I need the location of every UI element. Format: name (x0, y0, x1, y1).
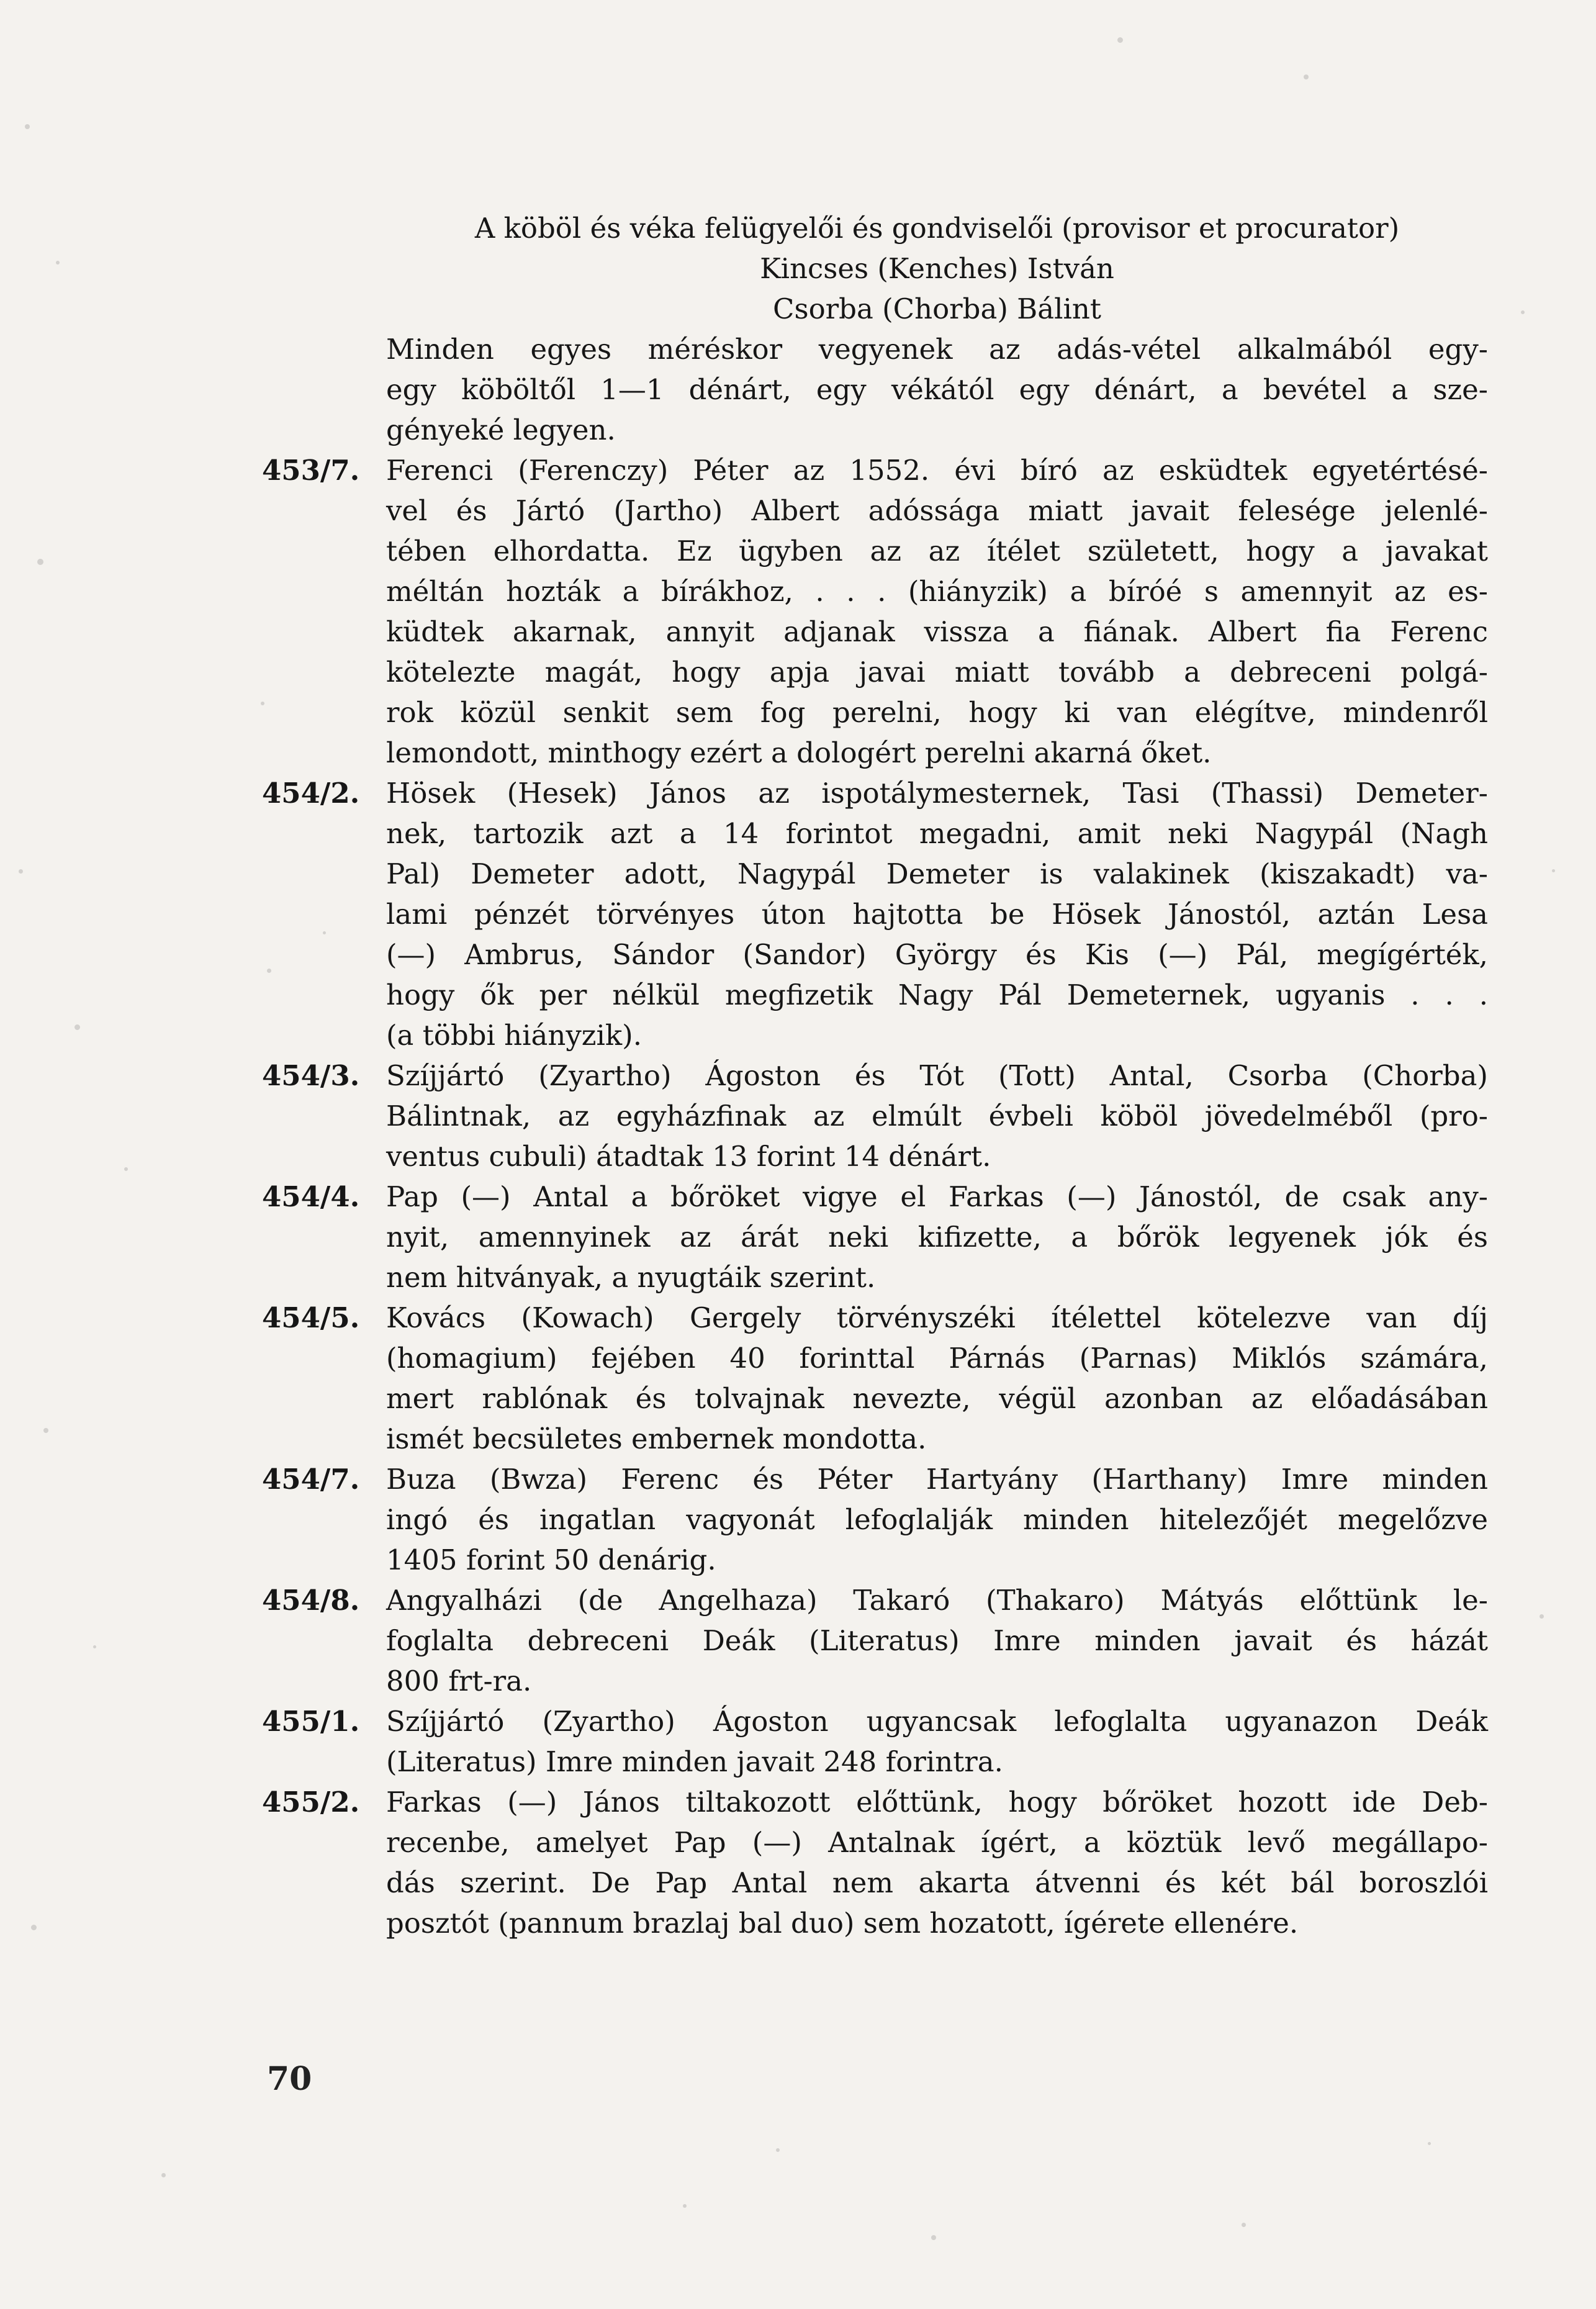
entry-line: (a többi hiányzik). (386, 1019, 642, 1052)
entry-line: tében elhordatta. Ez ügyben az az ítélet született, hogy a javakat (386, 535, 1488, 567)
entry-number: 454/3. (262, 1059, 360, 1092)
scan-speckle (25, 124, 30, 129)
scan-speckle (74, 1024, 80, 1030)
entry-number: 455/1. (262, 1705, 360, 1738)
entry-number: 454/2. (262, 777, 360, 810)
entry-line: Pap (—) Antal a bőröket vigye el Farkas (—) Jánostól, de csak any- (386, 1180, 1488, 1213)
entry-line: (—) Ambrus, Sándor (Sandor) György és Kis (—) Pál, megígérték, (386, 938, 1488, 971)
entry-line: Kovács (Kowach) Gergely törvényszéki ítélettel kötelezve van díj (386, 1301, 1488, 1334)
entry-line: Bálintnak, az egyházfinak az elmúlt évbeli köböl jövedelméből (pro- (386, 1100, 1488, 1132)
entry-line: recenbe, amelyet Pap (—) Antalnak ígért, a köztük levő megállapo- (386, 1826, 1488, 1859)
entry-number: 454/4. (262, 1180, 360, 1213)
intro-line: gényeké legyen. (386, 413, 616, 446)
scan-speckle (261, 702, 264, 705)
entry-line: dás szerint. De Pap Antal nem akarta átvenni és két bál boroszlói (386, 1866, 1488, 1899)
entry-line: vel és Jártó (Jartho) Albert adóssága miatt javait felesége jelenlé- (386, 494, 1488, 527)
entry-line: nem hitványak, a nyugtáik szerint. (386, 1261, 876, 1294)
section-title: A köböl és véka felügyelői és gondviselői (provisor et procurator) (474, 212, 1400, 245)
entry-line: Hösek (Hesek) János az ispotálymesternek, Tasi (Thassi) Demeter- (386, 777, 1488, 810)
scan-speckle (37, 559, 43, 565)
scan-speckle (19, 869, 23, 874)
scan-speckle (93, 1645, 96, 1648)
scan-speckle (1428, 2142, 1431, 2145)
scan-speckle (776, 2148, 780, 2152)
scan-speckle (267, 969, 271, 973)
entry-line: ventus cubuli) átadtak 13 forint 14 dénárt. (386, 1140, 991, 1173)
scan-speckle (124, 1167, 128, 1171)
scan-speckle (43, 1428, 48, 1433)
entry-line: Farkas (—) János tiltakozott előttünk, hogy bőröket hozott ide Deb- (386, 1786, 1488, 1819)
entry-line: lemondott, minthogy ezért a dologért perelni akarná őket. (386, 736, 1212, 769)
entry-line: posztót (pannum brazlaj bal duo) sem hozatott, ígérete ellenére. (386, 1907, 1299, 1940)
scan-speckle (161, 2173, 166, 2177)
intro-line: egy köböltől 1—1 dénárt, egy vékától egy dénárt, a bevétel a sze- (386, 373, 1488, 406)
entry-line: hogy ők per nélkül megfizetik Nagy Pál Demeternek, ugyanis . . . (386, 978, 1488, 1011)
overseer-name: Kincses (Kenches) István (760, 252, 1114, 285)
intro-line: Minden egyes méréskor vegyenek az adás-vétel alkalmából egy- (386, 333, 1488, 366)
entry-line: Angyalházi (de Angelhaza) Takaró (Thakaro) Mátyás előttünk le- (386, 1584, 1488, 1617)
entry-number: 454/5. (262, 1301, 360, 1334)
scan-speckle (683, 2204, 687, 2208)
entry-line: Szíjjártó (Zyartho) Ágoston és Tót (Tott) Antal, Csorba (Chorba) (386, 1059, 1488, 1092)
scan-speckle (1552, 869, 1555, 872)
scan-speckle (1521, 310, 1525, 314)
entry-line: Szíjjártó (Zyartho) Ágoston ugyancsak lefoglalta ugyanazon Deák (386, 1705, 1488, 1738)
entry-line: mert rablónak és tolvajnak nevezte, végül azonban az előadásában (386, 1382, 1488, 1415)
scan-speckle (31, 1925, 37, 1930)
scan-speckle (1540, 1614, 1544, 1619)
entry-line: ismét becsületes embernek mondotta. (386, 1422, 927, 1455)
scan-speckle (1304, 75, 1309, 79)
entry-line: 1405 forint 50 denárig. (386, 1543, 716, 1576)
entry-line: ingó és ingatlan vagyonát lefoglalják minden hitelezőjét megelőzve (386, 1503, 1488, 1536)
overseer-name: Csorba (Chorba) Bálint (773, 292, 1101, 325)
entry-line: (Literatus) Imre minden javait 248 forintra. (386, 1745, 1003, 1778)
entry-line: foglalta debreceni Deák (Literatus) Imre minden javait és házát (386, 1624, 1488, 1657)
entry-line: méltán hozták a bírákhoz, . . . (hiányzik) a bíróé s amennyit az es- (386, 575, 1488, 608)
scan-speckle (323, 931, 326, 934)
entry-line: rok közül senkit sem fog perelni, hogy ki van elégítve, mindenről (386, 696, 1488, 729)
entry-line: Ferenci (Ferenczy) Péter az 1552. évi bíró az esküdtek egyetértésé- (386, 454, 1488, 487)
entry-line: (homagium) fejében 40 forinttal Párnás (Parnas) Miklós számára, (386, 1342, 1488, 1375)
scan-speckle (1117, 37, 1123, 43)
entry-line: 800 frt-ra. (386, 1665, 532, 1697)
scan-speckle (1242, 2223, 1246, 2227)
entry-number: 453/7. (262, 454, 360, 487)
entry-number: 454/8. (262, 1584, 360, 1617)
scan-speckle (56, 261, 60, 264)
entry-line: Buza (Bwza) Ferenc és Péter Hartyány (Harthany) Imre minden (386, 1463, 1488, 1496)
entry-line: Pal) Demeter adott, Nagypál Demeter is valakinek (kiszakadt) va- (386, 857, 1488, 890)
scan-speckle (931, 2235, 936, 2240)
entry-number: 455/2. (262, 1786, 360, 1819)
entry-line: nyit, amennyinek az árát neki kifizette, a bőrök legyenek jók és (386, 1221, 1488, 1254)
entry-line: lami pénzét törvényes úton hajtotta be Hösek Jánostól, aztán Lesa (386, 898, 1488, 931)
entry-number: 454/7. (262, 1463, 360, 1496)
page-number: 70 (267, 2060, 312, 2098)
entry-line: nek, tartozik azt a 14 forintot megadni, amit neki Nagypál (Nagh (386, 817, 1488, 850)
entry-line: küdtek akarnak, annyit adjanak vissza a fiának. Albert fia Ferenc (386, 615, 1488, 648)
entry-line: kötelezte magát, hogy apja javai miatt tovább a debreceni polgá- (386, 656, 1488, 689)
